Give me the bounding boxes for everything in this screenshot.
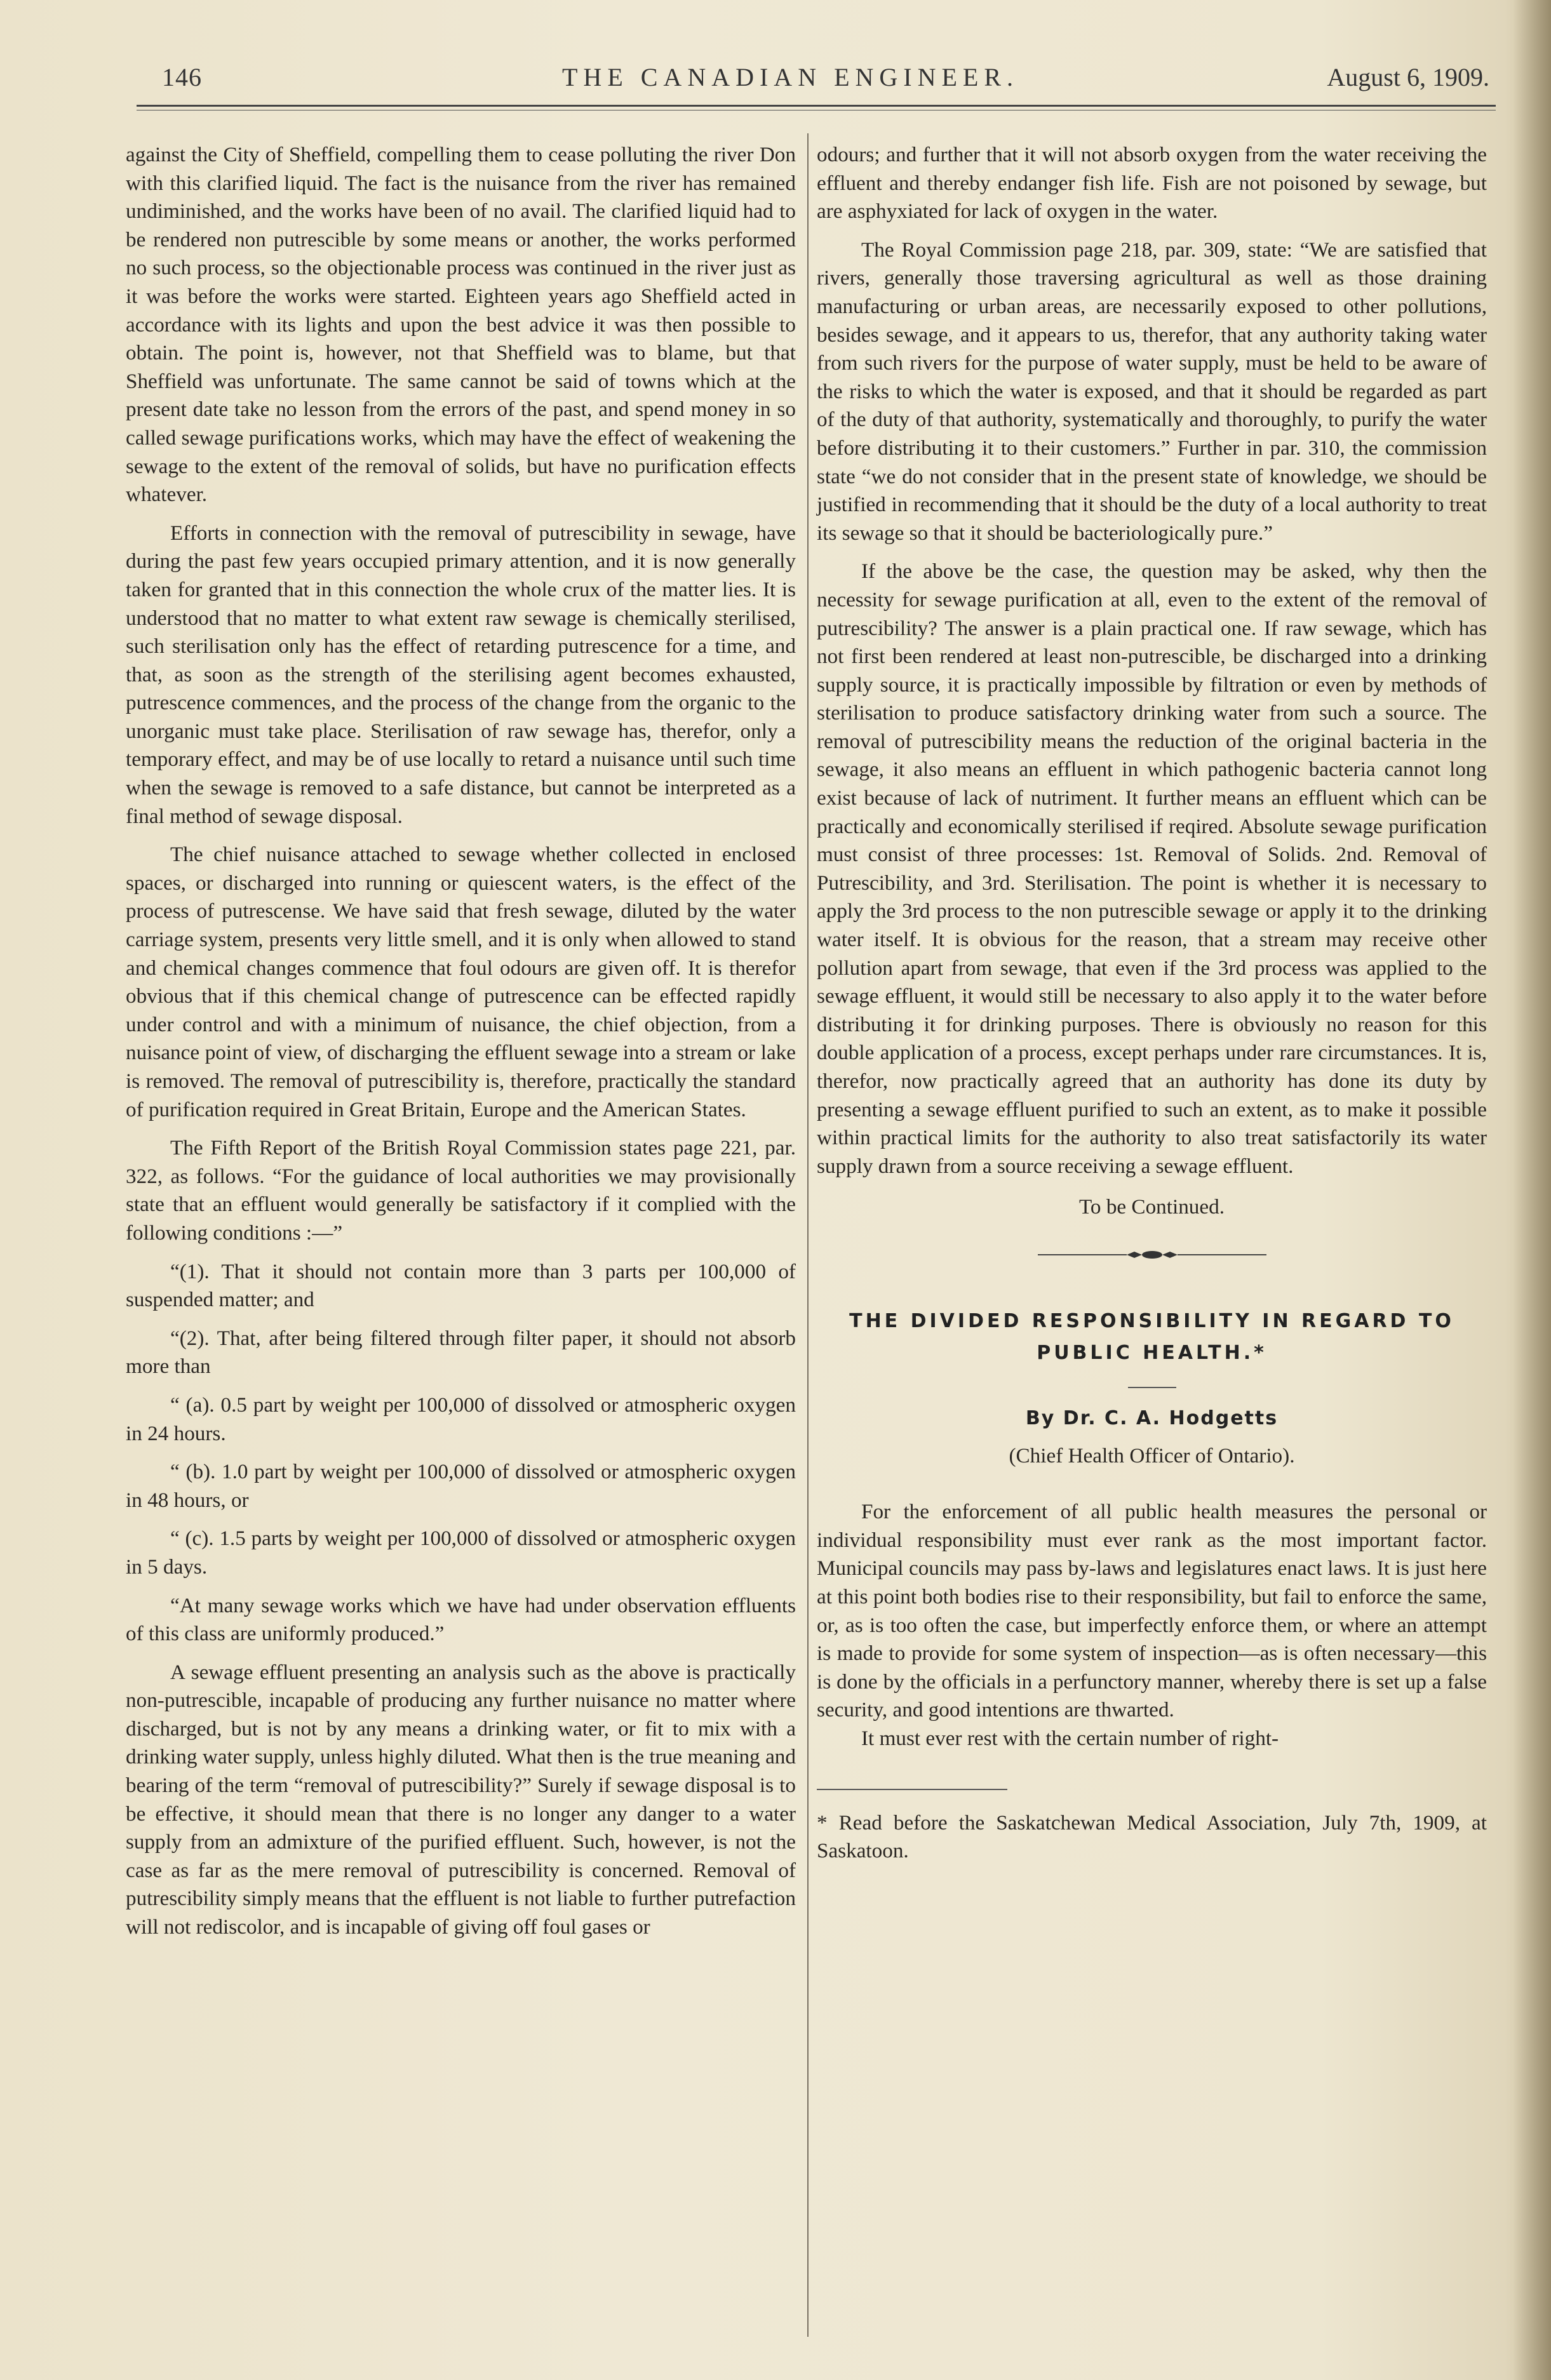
author-affiliation: (Chief Health Officer of Ontario). [1009, 1443, 1295, 1467]
paragraph: odours; and further that it will not absorb oxygen from the water receiving the effluent and thereby endanger fish life. Fish are not poisoned by sewage, but are asphyxiated for lack of oxygen in the water. [817, 143, 1487, 224]
article-title [817, 1306, 1487, 1369]
byline: By Dr. C. A. Hodgetts [1025, 1407, 1279, 1429]
paragraph: A sewage effluent presenting an analysis such as the above is practically non-putrescible, incapable of producing any further nuisance no matter where discharged, but is not by any means a drinking water, or fit to mix with a drinking water supply, unless highly diluted. What then is the true meaning and bearing of the term “removal of putrescibility?” Surely if sewage disposal is to be effective, it should mean that there is no longer any danger to a water supply from an admixture of the purified effluent. Such, however, is not the case as far as the mere removal of putrescibility is concerned. Removal of putrescibility simply means that the effluent is not liable to further putrefaction will not rediscolor, and is incapable of giving off foul gases or [126, 1660, 796, 1939]
left-column [126, 141, 796, 1942]
paragraph: The chief nuisance attached to sewage whether collected in enclosed spaces, or discharged into running or quiescent waters, is the effect of the process of putrescense. We have said that fresh sewage, diluted by the water carriage system, presents very little smell, and it is only when allowed to stand and chemical changes commence that foul odours are given off. It is therefor obvious that if this chemical change of putrescence can be effected rapidly under control and with a minimum of nuisance, the chief objection, from a nuisance point of view, of discharging the effluent sewage into a stream or lake is removed. The removal of putrescibility is, therefore, practically the standard of purification required in Great Britain, Europe and the American States. [126, 843, 796, 1121]
right-column [817, 141, 1487, 1866]
quote-condition-2b: “ (b). 1.0 part by weight per 100,000 of dissolved or atmospheric oxygen in 48 hours, or [126, 1460, 796, 1512]
paragraph: against the City of Sheffield, compelling them to cease polluting the river Don with this clarified liquid. The fact is the nuisance from the river has remained undiminished, and the works have been of no avail. The clarified liquid had to be rendered non putrescible by some means or another, the works performed no such process, so the objectionable process was continued in the river just as it was before the works were started. Eighteen years ago Sheffield acted in accordance with its lights and upon the best advice it was then possible to obtain. The point is, however, not that Sheffield was to blame, but that Sheffield was unfortunate. The same cannot be said of towns which at the present date take no lesson from the errors of the past, and spend money in so called sewage purifications works, which may have the effect of weakening the sewage to the extent of the removal of solids, but have no purification effects whatever. [126, 143, 796, 507]
paragraph: “At many sewage works which we have had under observation effluents of this class are uniformly produced.” [126, 1593, 796, 1646]
ornament-rule-icon [1038, 1248, 1266, 1261]
paragraph: The Royal Commission page 218, par. 309, state: “We are satisfied that rivers, generally those traversing agricultural as well as those draining manufacturing or urban areas, are necessarily exposed to other pollutions, besides sewage, and it appears to us, therefor, that any authority taking water from such rivers for the purpose of water supply, must be held to be aware of the risks to which the water is exposed, and that it should be regarded as part of the duty of that authority, systematically and thoroughly, to purify the water before distributing it to their customers.” Further in par. 310, the commission state “we do not consider that in the present state of knowledge, we should be justified in recommending that it should be the duty of a local authority to treat its sewage so that it should be bacteriologically pure.” [817, 237, 1487, 545]
quote-condition-1: “(1). That it should not contain more than 3 parts per 100,000 of suspended matter; and [126, 1259, 796, 1312]
paragraph: For the enforcement of all public health measures the personal or individual responsibility must ever rank as the most important factor. Municipal councils may pass by-laws and legislatures enact laws. It is just here at this point both bodies rise to their responsibility, but fail to enforce the same, or, as is too often the case, but imperfectly enforce them, or where an attempt is made to provide for some system of inspection—as is often necessary—this is done by the officials in a perfunctory manner, whereby there is set up a false security, and good intentions are thwarted. [817, 1500, 1487, 1722]
continued-note: To be Continued. [1078, 1195, 1225, 1219]
page-number: 146 [162, 63, 202, 91]
journal-title: THE CANADIAN ENGINEER. [562, 63, 1019, 91]
column-divider [807, 133, 809, 2337]
article-title-line-1: THE DIVIDED RESPONSIBILITY IN REGARD TO [849, 1309, 1454, 1332]
quote-condition-2: “(2). That, after being filtered through filter paper, it should not absorb more than [126, 1326, 796, 1379]
issue-date: August 6, 1909. [1327, 63, 1489, 91]
header-rule [137, 105, 1496, 107]
title-rule [1128, 1387, 1176, 1388]
paragraph: Efforts in connection with the removal of putrescibility in sewage, have during the past few years occupied primary attention, and it is now generally taken for granted that in this connection the whole crux of the matter lies. It is understood that no matter to what extent raw sewage is chemically sterilised, such sterilisation only has the effect of retarding putrescence for a time, and that, as soon as the strength of the sterilising agent becomes exhausted, putrescence commences, and the process of the change from the organic to the unorganic must take place. Sterilisation of raw sewage has, therefor, only a temporary effect, and may be of use locally to retard a nuisance until such time when the sewage is removed to a safe distance, but cannot be interpreted as a final method of sewage disposal. [126, 521, 796, 828]
quote-condition-2a: “ (a). 0.5 part by weight per 100,000 of dissolved or atmospheric oxygen in 24 hours. [126, 1393, 796, 1445]
binding-edge-shadow [1513, 0, 1551, 2380]
quote-condition-2c: “ (c). 1.5 parts by weight per 100,000 of dissolved or atmospheric oxygen in 5 days. [126, 1527, 796, 1579]
paragraph: If the above be the case, the question may be asked, why then the necessity for sewage purification at all, even to the extent of the removal of putrescibility? The answer is a plain practical one. If raw sewage, which has not first been rendered at least non-putrescible, be discharged into a drinking supply source, it is practically impossible by filtration or even by methods of sterilisation to produce satisfactory drinking water from such a source. The removal of putrescibility means the reduction of the original bacteria in the sewage, it also means an effluent in which pathogenic bacteria cannot long exist because of lack of nutriment. It further means an effluent which can be practically and economically sterilised if reqired. Absolute sewage purification must consist of three processes: 1st. Removal of Solids. 2nd. Removal of Putrescibility, and 3rd. Sterilisation. The point is whether it is necessary to apply the 3rd process to the non putrescible sewage or apply it to the drinking water itself. It is obvious for the reason, that a stream may receive other pollution apart from sewage, that even if the 3rd process was applied to the sewage effluent, it would still be necessary to also apply it to the water before distributing it for drinking purposes. There is obviously no reason for this double application of a process, except perhaps under rare circumstances. It is, therefor, now practically agreed that an authority has done its duty by presenting a sewage effluent purified to such an extent, as to make it possible within practical limits for the authority to also treat satisfactorily its water supply drawn from a source receiving a sewage effluent. [817, 559, 1487, 1178]
footnote-rule [817, 1789, 1007, 1790]
article-title-line-2: PUBLIC HEALTH.* [1037, 1341, 1267, 1364]
paragraph: The Fifth Report of the British Royal Commission states page 221, par. 322, as follows. “For the guidance of local authorities we may provisionally state that an effluent would generally be satisfactory if it complied with the following conditions :—” [126, 1136, 796, 1245]
page-header [162, 62, 1489, 100]
paragraph: It must ever rest with the certain number of right- [861, 1726, 1279, 1750]
footnote: * Read before the Saskatchewan Medical Association, July 7th, 1909, at Saskatoon. [817, 1810, 1487, 1863]
section-ornament [817, 1248, 1487, 1261]
